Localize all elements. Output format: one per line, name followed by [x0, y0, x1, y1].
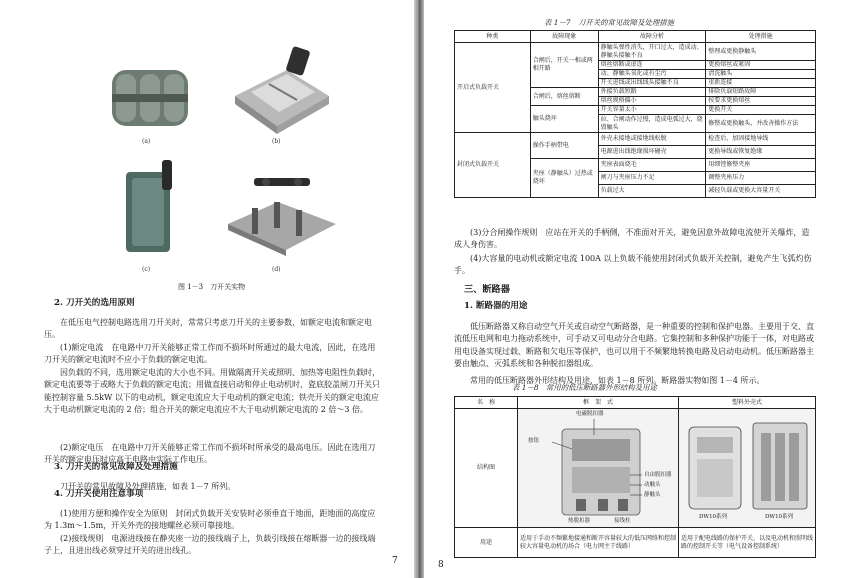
- para-breaker-common: 常用的低压断路器外形结构及用途，如表 1－8 所列。断路器实物如图 1－4 所示。: [470, 376, 765, 385]
- figure-caption: 图 1－3 刀开关实物: [178, 283, 246, 291]
- analysis-cell: 开关进线或出线线头接触不良: [598, 79, 706, 88]
- phenomenon-cell-5: 夹座（静触头）过热或烧坏: [530, 159, 598, 198]
- analysis-cell: 动、静触头氧化或有尘污: [598, 70, 706, 79]
- row-label-usage: 用途: [455, 528, 518, 558]
- sublabel-dw10-b: DW10系列: [765, 514, 794, 520]
- analysis-cell: 熔丝熔断或虚连: [598, 61, 706, 70]
- knife-switch-c-illustration: [118, 158, 180, 256]
- para-breaker-usage: 低压断路器又称自动空气开关或自动空气断路器，是一种重要的控制和保护电器。主要用于交、直流低压电网和电力拖动系统中，可手动又可电动分合电路。它集控制和多种保护功能于一体，对电路或用电设备实现过载、断路和欠电压等保护，也可以用于不频繁地转换电路及启动电动机。低压断路器主要由触点、灭弧系统和各种脱扣器组成。: [454, 322, 814, 369]
- table-1-8-header-frame: 框 架 式: [518, 397, 679, 409]
- para-rated-current: (1)额定电流 在电路中刀开关能够正常工作而不损坏时所通过的最大电流，因此，在选用刀开关的额定电流时不应小于负载的额定电流。: [44, 343, 376, 365]
- label-free-trip: 自由脱扣器: [644, 472, 672, 478]
- para-rule-3: (3)分合闸操作规则 应站在开关的手柄侧，不准面对开关，避免因意外故障电流使开关爆炸，造成人身伤害。: [454, 228, 810, 250]
- heading-select-principle: 2. 刀开关的选用原则: [54, 298, 135, 308]
- photo-label-a: (a): [142, 138, 151, 145]
- table-1-8: [454, 396, 816, 558]
- para-select-intro: 在低压电气控制电路选用刀开关时，常常只考虑刀开关的主要参数，如额定电流和额定电压。: [44, 318, 372, 340]
- action-cell: 更换熔丝或紧固: [706, 61, 816, 70]
- label-terminal: 接线柱: [614, 518, 631, 524]
- table-1-8-header-plastic: 塑料外壳式: [679, 397, 816, 409]
- label-electromagnetic-trip: 电磁脱扣器: [576, 411, 604, 417]
- table-1-8-header-name: 名 称: [455, 397, 518, 409]
- analysis-cell: 外壳未接地或接地线松脱: [598, 133, 706, 146]
- para-rated-voltage: (2)额定电压 在电路中刀开关能够正常工作而不损坏时所承受的最高电压。因此在选用刀开关的额定电压时应高于电路中实际工作电压。: [44, 443, 376, 465]
- action-cell: 检查后，加固接地导线: [706, 133, 816, 146]
- para-rule-4: (4)大容量的电动机或额定电流 100A 以上负载不能使用封闭式负载开关控制，避免产生飞弧灼伤手。: [454, 254, 812, 276]
- knife-switch-photo-a: [106, 60, 194, 134]
- knife-switch-a-illustration: [106, 60, 194, 134]
- phenomenon-cell-2: 合闸后，熔丝熔断: [530, 88, 598, 106]
- analysis-cell: 静触头弹性消失，开口过大，造成动、静触头接触不良: [598, 43, 706, 61]
- label-moving-contact: 动触头: [644, 482, 661, 488]
- left-page: [0, 0, 414, 578]
- action-cell: 排除负载短路故障: [706, 88, 816, 97]
- table-header-action: 处理措施: [706, 31, 816, 43]
- photo-label-d: (d): [272, 266, 281, 273]
- book-spine: [414, 0, 424, 578]
- heading-breaker: 三、断路器: [464, 284, 510, 295]
- heading-fault: 3. 刀开关的常见故障及处理措施: [54, 462, 178, 472]
- right-page: [424, 0, 842, 578]
- action-cell: 清洗触头: [706, 70, 816, 79]
- para-notice-1: (1)使用方便和操作安全为原则 封闭式负载开关安装时必须垂直于地面，距地面的高度应为 1.3m～1.5m，开关外壳的接地螺丝必须可靠接地。: [44, 509, 376, 531]
- analysis-cell: 外接负载短路: [598, 88, 706, 97]
- row-label-structure: 结构图: [455, 409, 518, 528]
- type-cell-closed: 封闭式负载开关: [455, 133, 531, 198]
- para-current-detail: 因负载的不同，选用额定电流的大小也不同。用做隔离开关或照明、加热等电阻性负载时，额定电流要等于或略大于负载的额定电流；用做直接启动和停止电动机时，瓷底胶盖闸刀开关只能控制容量 5.5kW 以下的电动机，额定电流应大于电动机的额定电流；铁壳开关的额定电流应大于电动机额定电流的 2 倍；组合开关的额定电流应不大于电动机额定电流的 2 倍～3 倍。: [44, 368, 380, 415]
- para-notice-2: (2)接线规则 电源进线接在静夹座一边的接线端子上，负载引线接在熔断器一边的接线端子上，且进出线必须穿过开关的进出线孔。: [44, 534, 376, 556]
- sublabel-dw10-a: DW10系列: [699, 514, 728, 520]
- plastic-breaker-illustration: [679, 409, 815, 527]
- analysis-cell: 负载过大: [598, 185, 706, 198]
- table-header-phenomenon: 故障现象: [530, 31, 598, 43]
- phenomenon-cell-3: 触头烧坏: [530, 106, 598, 133]
- table-1-7-title: 表 1－7 刀开关的常见故障及处理措施: [544, 18, 675, 27]
- frame-breaker-diagram: [518, 409, 679, 528]
- knife-switch-b-illustration: [225, 40, 335, 136]
- action-cell: 减轻负载或更换大容量开关: [706, 185, 816, 198]
- knife-switch-photo-d: [222, 172, 342, 256]
- heading-breaker-usage: 1. 断路器的用途: [464, 301, 528, 311]
- plastic-breaker-diagram: [679, 409, 816, 528]
- action-cell: 按要求更换熔丝: [706, 97, 816, 106]
- table-1-7: [454, 30, 816, 198]
- page-number-right: 8: [438, 560, 444, 570]
- analysis-cell: 熔丝规格偏小: [598, 97, 706, 106]
- analysis-cell: 开关容量太小: [598, 106, 706, 115]
- knife-switch-d-illustration: [222, 172, 342, 256]
- action-cell: 用细锉修整夹座: [706, 159, 816, 172]
- phenomenon-cell-1: 合闸后，开关一相或两相开路: [530, 43, 598, 88]
- table-header-type: 种类: [455, 31, 531, 43]
- analysis-cell: 拉、合闸动作过慢，造成电弧过大，烧毁触头: [598, 115, 706, 133]
- photo-label-b: (b): [272, 138, 281, 145]
- action-cell: 整理或更换静触头: [706, 43, 816, 61]
- heading-notice: 4. 刀开关使用注意事项: [54, 489, 144, 499]
- usage-frame-cell: 适用于手动不频繁地接通和断开容量较大的低压网络和控制较大容量电动机的场合（电力网主干线路）: [518, 528, 679, 558]
- analysis-cell: 闸刀与夹座压力不足: [598, 172, 706, 185]
- phenomenon-cell-4: 操作手柄带电: [530, 133, 598, 159]
- knife-switch-photo-c: [118, 158, 180, 256]
- analysis-cell: 电源进出线绝缘损坏碰壳: [598, 146, 706, 159]
- knife-switch-photo-b: [225, 40, 335, 136]
- table-1-8-title: 表 1－8 常用的低压断路器外形结构及用途: [512, 383, 657, 392]
- label-button: 按钮: [528, 438, 540, 444]
- analysis-cell: 夹座表面烧毛: [598, 159, 706, 172]
- page-number-left: 7: [392, 556, 398, 566]
- usage-plastic-cell: 适用于配电线路的保护开关，以及电动机和照明线路的控制开关等（电气设备控制系统）: [679, 528, 816, 558]
- para-fault: 刀开关的常见故障及处理措施，如表 1－7 所列。: [60, 482, 236, 491]
- table-header-analysis: 故障分析: [598, 31, 706, 43]
- action-cell: 调整夹座压力: [706, 172, 816, 185]
- label-thermal-trip: 热脱扣器: [568, 518, 591, 524]
- action-cell: 重新连接: [706, 79, 816, 88]
- type-cell-open: 开启式负载开关: [455, 43, 531, 133]
- action-cell: 修整或更换触头，并改善操作方法: [706, 115, 816, 133]
- action-cell: 更换导线或恢复绝缘: [706, 146, 816, 159]
- frame-breaker-illustration: [518, 409, 678, 527]
- photo-label-c: (c): [142, 266, 151, 273]
- action-cell: 更换开关: [706, 106, 816, 115]
- label-static-contact: 静触头: [644, 492, 661, 498]
